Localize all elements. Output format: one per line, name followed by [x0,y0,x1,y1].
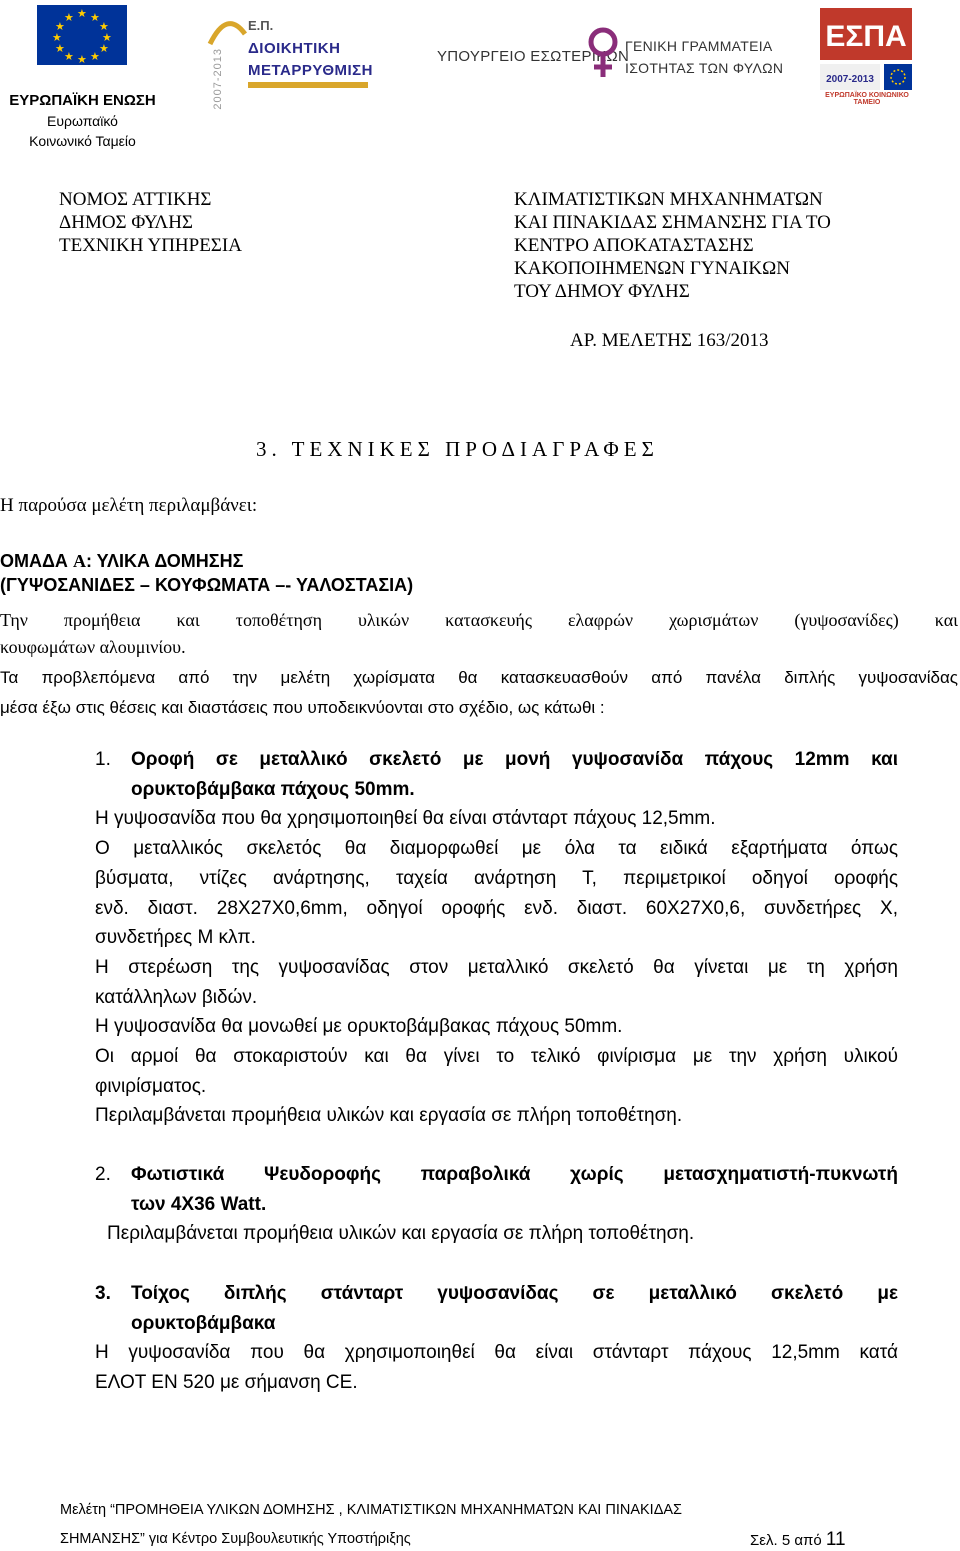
eu-caption-line2: Ευρωπαϊκό [47,113,118,129]
gen-secretariat-line2: ΙΣΟΤΗΤΑΣ ΤΩΝ ΦΥΛΩΝ [625,60,784,76]
admin-reform-line1: ΔΙΟΙΚΗΤΙΚΗ [248,40,341,57]
item-line: Περιλαμβάνεται προμήθεια υλικών και εργασία σε πλήρη τοποθέτηση. [95,1105,683,1127]
eu-caption-line1: ΕΥΡΩΠΑΪΚΗ ΕΝΩΣΗ [9,92,156,109]
eu-caption [0,90,165,151]
gen-secretariat-line1: ΓΕΝΙΚΗ ΓΡΑΜΜΑΤΕΙΑ [625,38,773,54]
header-right [514,188,831,303]
page-current: 5 [781,1532,791,1549]
page-of: από [794,1532,822,1549]
header-left-line: ΔΗΜΟΣ ΦΥΛΗΣ [59,212,193,233]
footer-line: ΣΗΜΑΝΣΗΣ” για Κέντρο Συμβουλευτικής Υποστήριξης [60,1531,411,1547]
admin-reform-years: 2007-2013 [212,48,224,110]
espa-logo-years: 2007-2013 [826,74,874,85]
page-label: Σελ. [750,1532,778,1549]
footer-line: Μελέτη “ΠΡΟΜΗΘΕΙΑ ΥΛΙΚΩΝ ΔΟΜΗΣΗΣ , ΚΛΙΜΑΤΙΣΤΙΚΩΝ ΜΗΧΑΝΗΜΑΤΩΝ ΚΑΙ ΠΙΝΑΚΙΔΑΣ [60,1502,683,1518]
spec-item-3 [95,1279,898,1398]
item-line: Η γυψοσανίδα θα μονωθεί με ορυκτοβάμβακας πάχους 50mm. [95,1016,623,1038]
item-line: Ο μεταλλικός σκελετός θα διαμορφωθεί με όλα τα ειδικά εξαρτήματα όπως [95,838,898,860]
intro-line: Την προμήθεια και τοποθέτηση υλικών κατασκευής ελαφρών χωρισμάτων (γυψοσανίδες) και [0,610,958,630]
group-heading [0,549,413,597]
group-letter: Α [72,551,86,571]
group-post: : ΥΛΙΚΑ ΔΟΜΗΣΗΣ [85,551,244,571]
item-title-line: ορυκτοβάμβακα [131,1312,276,1334]
header-right-line: ΤΟΥ ΔΗΜΟΥ ΦΥΛΗΣ [514,281,690,302]
item-title-line: Οροφή σε μεταλλικό σκελετό με μονή γυψοσανίδα πάχους 12mm και [131,749,898,770]
spec-item-2 [95,1160,898,1249]
item-title-line: ορυκτοβάμβακα πάχους 50mm. [131,778,415,800]
study-number: ΑΡ. ΜΕΛΕΤΗΣ 163/2013 [570,330,769,351]
gender-equality-symbol-icon [583,22,623,82]
page-total: 11 [825,1529,846,1550]
group-pre: ΟΜΑΔΑ [0,551,73,571]
item-line: συνδετήρες Μ κλπ. [95,927,256,949]
espa-caption: ΕΥΡΩΠΑΪΚΟ ΚΟΙΝΩΝΙΚΟ ΤΑΜΕΙΟ [825,92,909,106]
eu-caption-line3: Κοινωνικό Ταμείο [29,133,136,149]
header-right-line: ΚΕΝΤΡΟ ΑΠΟΚΑΤΑΣΤΑΣΗΣ [514,235,754,256]
group-subtitle: (ΓΥΨΟΣΑΝΙΔΕΣ – ΚΟΥΦΩΜΑΤΑ –- ΥΑΛΟΣΤΑΣΙΑ) [0,575,414,595]
header-left-line: ΤΕΧΝΙΚΗ ΥΠΗΡΕΣΙΑ [59,235,242,256]
section-title: 3. ΤΕΧΝΙΚΕΣ ΠΡΟΔΙΑΓΡΑΦΕΣ [256,437,659,461]
includes-text: Η παρούσα μελέτη περιλαμβάνει: [0,495,258,516]
item-line: ενδ. διαστ. 28Χ27Χ0,6mm, οδηγοί οροφής ενδ. διαστ. 60Χ27Χ0,6, συνδετήρες Χ, [95,897,898,919]
item-line: Η γυψοσανίδα που θα χρησιμοποιηθεί θα είναι στάνταρτ πάχους 12,5mm κατά [95,1342,898,1364]
header-left-line: ΝΟΜΟΣ ΑΤΤΙΚΗΣ [59,189,212,210]
item-number: 3. [95,1283,111,1304]
admin-reform-gold-bar [248,82,368,88]
intro-line: μέσα έξω στις θέσεις και διαστάσεις που υποδεικνύονται στο σχέδιο, ως κάτωθι : [0,698,605,717]
spec-item-1 [95,745,898,1131]
header-left [59,188,242,257]
espa-logo-title: ΕΣΠΑ [825,20,907,53]
admin-reform-ep: Ε.Π. [248,18,274,33]
item-line: κατάλληλων βιδών. [95,986,258,1008]
item-number: 2. [95,1164,111,1185]
page-number [750,1529,846,1551]
item-line: βύσματα, ντίζες ανάρτησης, ταχεία ανάρτηση Τ, περιμετρικοί οδηγοί οροφής [95,867,898,889]
item-title-line: Φωτιστικά Ψευδοροφής παραβολικά χωρίς μετασχηματιστή-πυκνωτή [131,1164,898,1185]
header-right-line: ΚΛΙΜΑΤΙΣΤΙΚΩΝ ΜΗΧΑΝΗΜΑΤΩΝ [514,189,823,210]
intro-paragraph-2 [0,663,958,723]
item-line: Η γυψοσανίδα που θα χρησιμοποιηθεί θα είναι στάνταρτ πάχους 12,5mm. [95,808,716,830]
item-line: ΕΛΟΤ ΕΝ 520 με σήμανση CE. [95,1372,358,1394]
item-title-line: των 4Χ36 Watt. [131,1193,267,1215]
item-line: φινιρίσματος. [95,1075,207,1097]
item-line: Περιλαμβάνεται προμήθεια υλικών και εργασία σε πλήρη τοποθέτηση. [107,1223,695,1245]
item-line: Οι αρμοί θα στοκαριστούν και θα γίνει το τελικό φινίρισμα με την χρήση υλικού [95,1046,898,1068]
intro-paragraph [0,607,958,661]
item-title-line: Τοίχος διπλής στάνταρτ γυψοσανίδας σε μεταλλικό σκελετό με [131,1283,898,1304]
admin-reform-line2: ΜΕΤΑΡΡΥΘΜΙΣΗ [248,62,373,79]
eu-flag-logo: ★ ★ ★ ★ ★ ★ ★ ★ ★ ★ ★ ★ [37,5,127,65]
item-line: Η στερέωση της γυψοσανίδας στον μεταλλικό σκελετό θα γίνεται με τη χρήση [95,956,898,978]
intro-line: κουφωμάτων αλουμινίου. [0,637,186,657]
header-right-line: ΚΑΚΟΠΟΙΗΜΕΝΩΝ ΓΥΝΑΙΚΩΝ [514,258,790,279]
intro-line: Τα προβλεπόμενα από την μελέτη χωρίσματα θα κατασκευασθούν από πανέλα διπλής γυψοσανίδας [0,668,958,687]
header-right-line: ΚΑΙ ΠΙΝΑΚΙΔΑΣ ΣΗΜΑΝΣΗΣ ΓΙΑ ΤΟ [514,212,831,233]
item-number: 1. [95,749,111,770]
ministry-name: ΥΠΟΥΡΓΕΙΟ ΕΣΩΤΕΡΙΚΩΝ [437,48,630,65]
